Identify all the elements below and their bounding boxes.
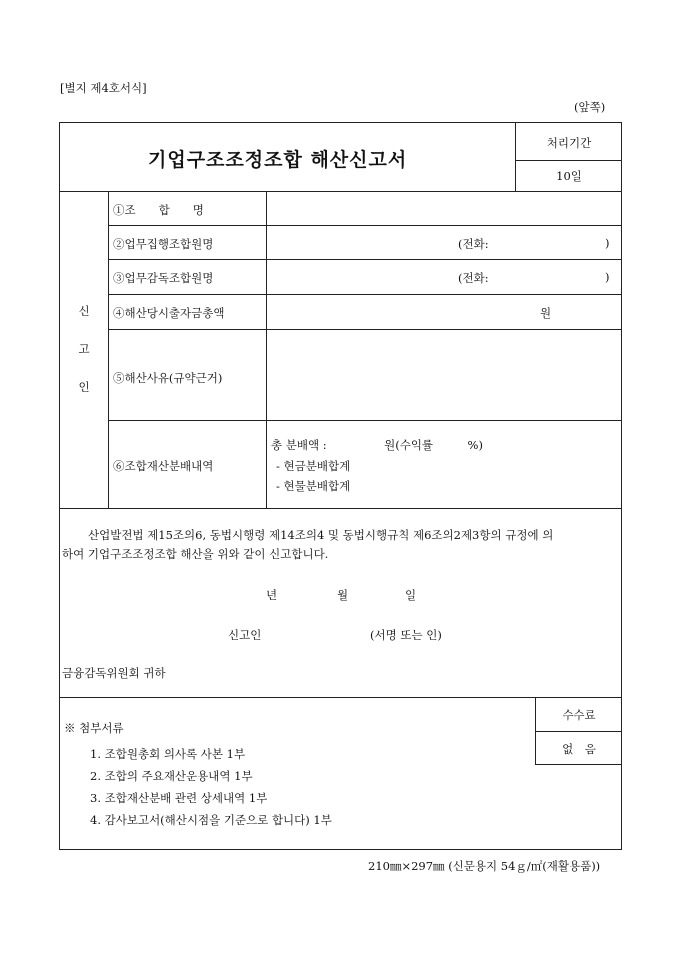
divider — [515, 160, 622, 161]
attachment-item: 1. 조합원총회 의사록 사본 1부 — [90, 747, 246, 761]
total-contribution-label: ④해산당시출자금총액 — [113, 306, 225, 320]
divider — [108, 420, 622, 421]
supervisory-phone-close: ) — [605, 270, 610, 284]
statement-line-2: 하여 기업구조조정조합 해산을 위와 같이 신고합니다. — [62, 547, 329, 561]
dissolution-reason-label: ⑤해산사유(규약근거) — [113, 371, 223, 385]
date-year: 년 — [266, 588, 278, 602]
divider — [535, 764, 622, 765]
divider — [266, 191, 267, 508]
paper-spec: 210㎜×297㎜ (신문용지 54ｇ/㎡(재활용품)) — [368, 859, 601, 873]
date-month: 월 — [337, 588, 349, 602]
divider — [108, 225, 622, 226]
processing-period-label: 처리기간 — [546, 136, 592, 150]
divider — [108, 294, 622, 295]
divider — [59, 697, 622, 698]
signer-label: 신고인 — [228, 628, 262, 642]
in-kind-distribution-line: - 현물분배합계 — [276, 479, 351, 493]
total-contribution-field[interactable] — [268, 296, 528, 327]
divider — [535, 731, 622, 732]
reporter-label-char-1: 신 — [78, 304, 90, 318]
divider — [59, 191, 622, 192]
attachment-item: 2. 조합의 주요재산운용내역 1부 — [90, 769, 253, 783]
divider — [108, 191, 109, 508]
supervisory-member-label: ③업무감독조합원명 — [113, 271, 214, 285]
divider — [108, 259, 622, 260]
reporter-label-char-2: 고 — [78, 342, 90, 356]
dissolution-reason-field[interactable] — [268, 331, 620, 419]
reporter-label-char-3: 인 — [78, 380, 90, 394]
executive-member-field[interactable] — [268, 227, 458, 258]
executive-phone-close: ) — [605, 236, 610, 250]
divider — [59, 508, 622, 509]
attachment-item: 3. 조합재산분배 관련 상세내역 1부 — [90, 791, 268, 805]
addressee: 금융감독위원회 귀하 — [62, 666, 166, 680]
signature-label: (서명 또는 인) — [370, 628, 442, 642]
page-side-label: (앞쪽) — [574, 100, 606, 114]
total-contribution-unit: 원 — [540, 306, 552, 320]
form-number: [별지 제4호서식] — [60, 81, 147, 95]
fee-label: 수수료 — [562, 708, 596, 722]
statement-line-1: 산업발전법 제15조의6, 동법시행령 제14조의4 및 동법시행규칙 제6조의2제3항의 규정에 의 — [88, 528, 554, 542]
asset-distribution-label: ⑥조합재산분배내역 — [113, 459, 214, 473]
date-day: 일 — [405, 588, 417, 602]
fee-value: 없 음 — [562, 742, 596, 756]
total-distribution-line: 총 분배액 : 원(수익률 %) — [271, 438, 483, 452]
cash-distribution-line: - 현금분배합계 — [276, 459, 351, 473]
supervisory-member-field[interactable] — [268, 261, 458, 292]
union-name-field[interactable] — [268, 193, 620, 224]
divider — [108, 329, 622, 330]
executive-phone-label: (전화: — [458, 237, 489, 251]
executive-member-label: ②업무집행조합원명 — [113, 237, 214, 251]
union-name-label: ①조 합 명 — [113, 203, 204, 217]
attachments-heading: ※ 첨부서류 — [64, 721, 124, 735]
form-title: 기업구조조정조합 해산신고서 — [148, 149, 408, 171]
supervisory-phone-label: (전화: — [458, 271, 489, 285]
attachment-item: 4. 감사보고서(해산시점을 기준으로 합니다) 1부 — [90, 813, 332, 827]
processing-period-value: 10일 — [556, 169, 582, 183]
